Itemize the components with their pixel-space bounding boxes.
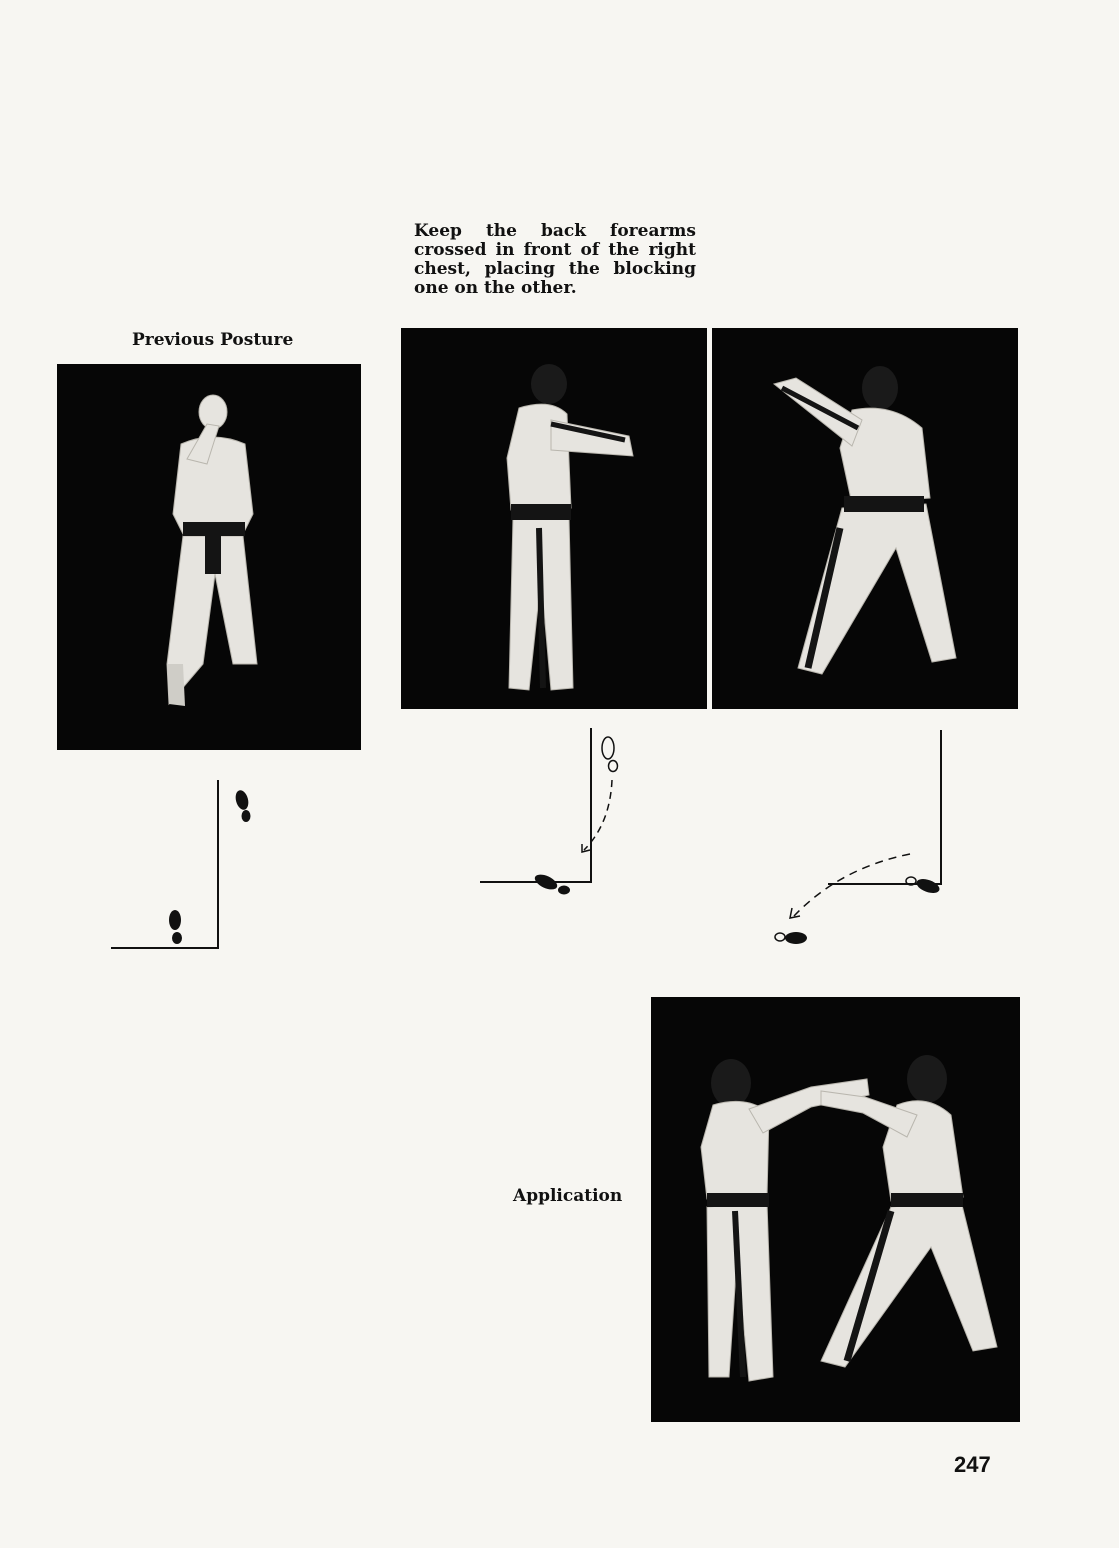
application-photo <box>651 997 1020 1422</box>
footprint-outline-icon <box>602 737 618 772</box>
instruction-caption: Keep the back forearms crossed in front of the right chest, placing the blocking one on the other. <box>414 221 696 298</box>
footprint-outline-icon <box>775 932 807 944</box>
previous-posture-label: Previous Posture <box>132 330 294 350</box>
footprint-diagram-previous <box>105 770 265 960</box>
dashed-arrow-icon <box>584 780 612 850</box>
step-1-photo <box>401 328 707 709</box>
footprint-icon <box>234 789 251 822</box>
footprint-icon <box>169 910 182 944</box>
footprint-icon <box>906 876 941 895</box>
footprint-diagram-step-1 <box>470 724 650 914</box>
page-number: 247 <box>954 1452 991 1477</box>
step-2-photo <box>712 328 1018 709</box>
previous-posture-photo <box>57 364 361 750</box>
footprint-diagram-step-2 <box>770 728 970 958</box>
application-label: Application <box>513 1186 623 1206</box>
